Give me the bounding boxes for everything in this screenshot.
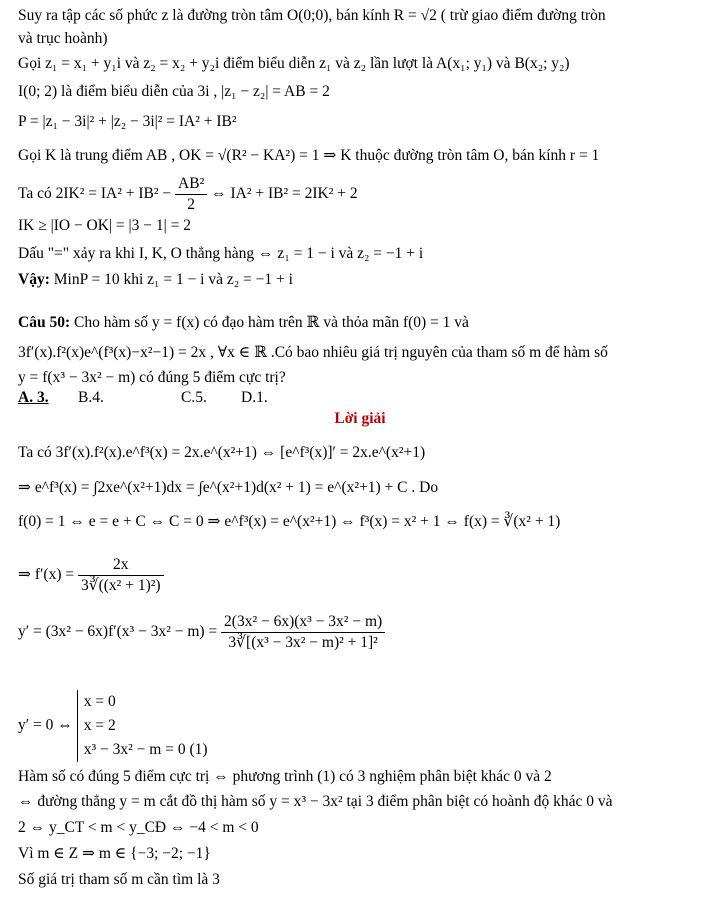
formula-part: y′ = (3x² − 6x)f′(x³ − 3x² − m) =	[18, 623, 222, 641]
formula-part: ⇒ f′(x) =	[18, 566, 78, 584]
case-system	[77, 690, 208, 762]
fraction	[78, 555, 164, 596]
text-line: Ta có 3f′(x).f²(x).e^f³(x) = 2x.e^(x²+1) ⇔ [e^f³(x)]′ = 2x.e^(x²+1)	[18, 444, 426, 461]
text-line: Hàm số có đúng 5 điểm cực trị ⇔ phương trình (1) có 3 nghiệm phân biệt khác 0 và 2	[18, 768, 552, 785]
formula-part: y′ = 0 ⇔	[18, 716, 73, 734]
system-line	[18, 690, 208, 762]
formula-line	[18, 555, 164, 596]
answer-b: B.4.	[78, 389, 104, 406]
answer-a: A. 3.	[18, 389, 49, 406]
text-line: Số giá trị tham số m cần tìm là 3	[18, 871, 220, 888]
text-line: 2 ⇔ y_CT < m < y_CĐ ⇔ −4 < m < 0	[18, 819, 259, 836]
text-line: ⇔ đường thẳng y = m cắt đồ thị hàm số y = x³ − 3x² tại 3 điểm phân biệt có hoành độ khác 0 và	[18, 793, 613, 810]
text-line: Gọi K là trung điểm AB , OK = √(R² − KA²) = 1 ⇒ K thuộc đường tròn tâm O, bán kính r = 1	[18, 147, 600, 164]
conclusion-line	[18, 270, 293, 290]
text-line: 3f′(x).f²(x)e^(f³(x)−x²−1) = 2x , ∀x ∈ ℝ .Có bao nhiêu giá trị nguyên của tham số m để hàm số	[18, 344, 608, 361]
text-line: I(0; 2) là điểm biểu diễn của 3i , |z₁ − z₂| = AB = 2	[18, 83, 330, 100]
solution-title: Lời giải	[334, 410, 386, 427]
text-line: ⇒ e^f³(x) = ∫2xe^(x²+1)dx = ∫e^(x²+1)d(x² + 1) = e^(x²+1) + C . Do	[18, 479, 439, 496]
formula-line	[18, 612, 385, 653]
answer-c: C.5.	[181, 389, 207, 406]
text-line: P = |z₁ − 3i|² + |z₂ − 3i|² = IA² + IB²	[18, 113, 237, 130]
question-label: Câu 50:	[18, 314, 71, 331]
case-item: x = 2	[83, 717, 116, 734]
text-line: f(0) = 1 ⇔ e = e + C ⇔ C = 0 ⇒ e^f³(x) = e^(x²+1) ⇔ f³(x) = x² + 1 ⇔ f(x) = ∛(x² + 1)	[18, 513, 561, 530]
conclusion-text: MinP = 10 khi z₁ = 1 − i và z₂ = −1 + i	[49, 271, 293, 288]
fraction-denominator: 2	[187, 196, 195, 213]
fraction	[175, 174, 207, 215]
case-item: x³ − 3x² − m = 0 (1)	[83, 741, 208, 758]
answer-d: D.1.	[241, 389, 268, 406]
fraction-numerator: 2x	[78, 555, 164, 576]
text-line: Vì m ∈ Z ⇒ m ∈ {−3; −2; −1}	[18, 845, 211, 862]
fraction-numerator: AB²	[175, 174, 207, 195]
text-line: Dấu "=" xảy ra khi I, K, O thẳng hàng ⇔ z₁ = 1 − i và z₂ = −1 + i	[18, 245, 424, 262]
text-line: Suy ra tập các số phức z là đường tròn tâm O(0;0), bán kính R = √2 ( trừ giao điểm đường tròn	[18, 7, 606, 24]
case-item: x = 0	[83, 693, 116, 710]
fraction-denominator: 3∛((x² + 1)²)	[80, 577, 161, 594]
formula-part: Ta có 2IK² = IA² + IB² −	[18, 185, 176, 203]
text-line: và trục hoành)	[18, 30, 108, 47]
text-line: IK ≥ |IO − OK| = |3 − 1| = 2	[18, 217, 191, 234]
formula-line	[18, 174, 358, 215]
question-line	[18, 313, 469, 333]
fraction	[221, 612, 385, 653]
question-text: Cho hàm số y = f(x) có đạo hàm trên ℝ và thỏa mãn f(0) = 1 và	[70, 314, 469, 331]
fraction-denominator: 3∛[(x³ − 3x² − m)² + 1]²	[228, 634, 378, 651]
text-line: y = f(x³ − 3x² − m) có đúng 5 điểm cực trị?	[18, 369, 286, 386]
formula-part: ⇔ IA² + IB² = 2IK² + 2	[207, 185, 358, 203]
fraction-numerator: 2(3x² − 6x)(x³ − 3x² − m)	[221, 612, 385, 633]
conclusion-label: Vậy:	[18, 271, 50, 288]
text-line: Gọi z₁ = x₁ + y₁i và z₂ = x₂ + y₂i điểm biểu diễn z₁ và z₂ lần lượt là A(x₁; y₁) và B(x₂; y₂)	[18, 55, 570, 72]
